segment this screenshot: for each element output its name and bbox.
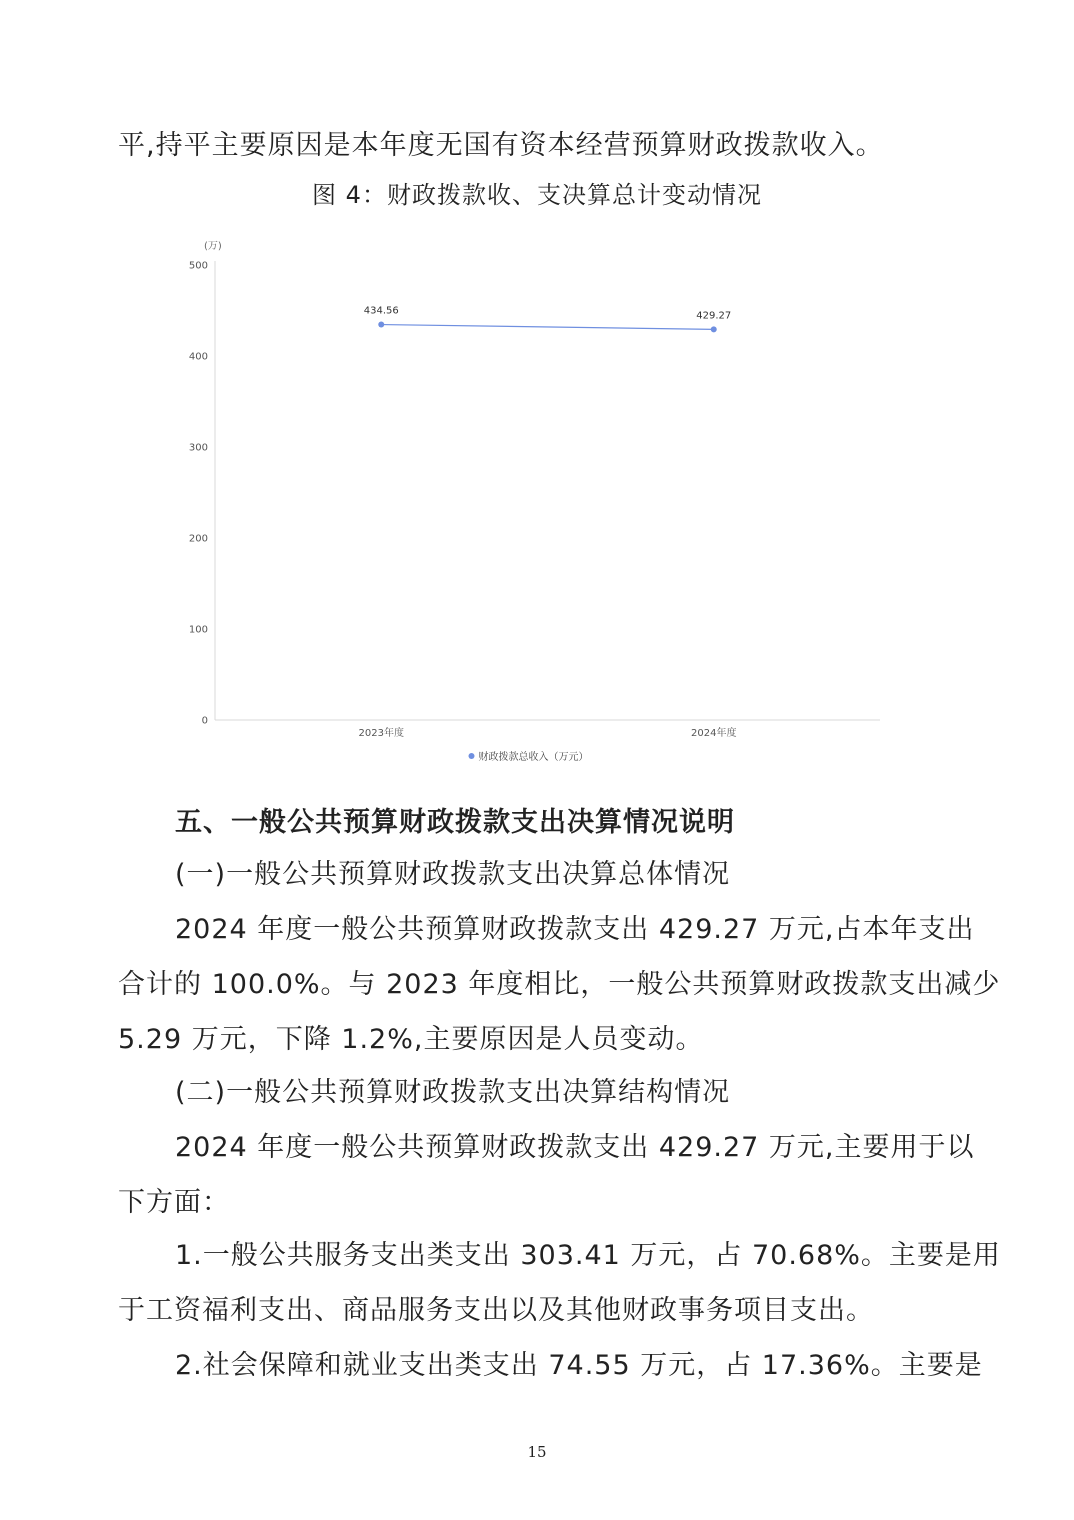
y-tick-label: 0 — [201, 715, 208, 727]
data-label: 434.56 — [363, 305, 399, 317]
paragraph1-line1: 2024 年度一般公共预算财政拨款支出 429.27 万元,占本年支出 — [175, 914, 975, 945]
legend-marker — [469, 753, 475, 759]
legend — [469, 750, 589, 763]
intro-line: 平,持平主要原因是本年度无国有资本经营预算财政拨款收入。 — [118, 130, 884, 161]
x-tick-label: 2023年度 — [358, 728, 404, 739]
item1-line2: 于工资福利支出、商品服务支出以及其他财政事务项目支出。 — [118, 1295, 874, 1326]
data-point — [378, 322, 384, 328]
figure-title: 图 4：财政拨款收、支决算总计变动情况 — [312, 181, 762, 209]
y-tick-label: 300 — [188, 442, 208, 454]
y-axis — [189, 240, 222, 727]
series-lines — [364, 306, 732, 333]
sub1-heading: (一)一般公共预算财政拨款支出决算总体情况 — [175, 859, 731, 890]
y-tick-label: 500 — [188, 260, 208, 272]
paragraph1-line3: 5.29 万元，下降 1.2%,主要原因是人员变动。 — [118, 1024, 704, 1055]
series-line — [381, 325, 714, 330]
line-chart — [180, 232, 900, 777]
data-point — [711, 326, 717, 332]
sub2-heading: (二)一般公共预算财政拨款支出决算结构情况 — [175, 1077, 731, 1108]
paragraph2-line1: 2024 年度一般公共预算财政拨款支出 429.27 万元,主要用于以 — [175, 1132, 975, 1163]
paragraph1-line2: 合计的 100.0%。与 2023 年度相比，一般公共预算财政拨款支出减少 — [118, 969, 1001, 1000]
x-axis — [215, 720, 880, 739]
x-tick-label: 2024年度 — [691, 728, 737, 739]
y-axis-unit: (万) — [204, 241, 222, 252]
legend-label: 财政拨款总收入（万元） — [478, 752, 589, 763]
paragraph2-line2: 下方面： — [118, 1187, 230, 1218]
section5-heading: 五、一般公共预算财政拨款支出决算情况说明 — [175, 807, 735, 838]
y-tick-label: 100 — [188, 624, 208, 636]
item2-line1: 2.社会保障和就业支出类支出 74.55 万元，占 17.36%。主要是 — [175, 1350, 983, 1381]
item1-line1: 1.一般公共服务支出类支出 303.41 万元，占 70.68%。主要是用 — [175, 1240, 1001, 1271]
y-tick-label: 200 — [188, 533, 208, 545]
data-label: 429.27 — [696, 310, 732, 322]
page-number: 15 — [527, 1443, 547, 1461]
y-tick-label: 400 — [188, 351, 208, 363]
